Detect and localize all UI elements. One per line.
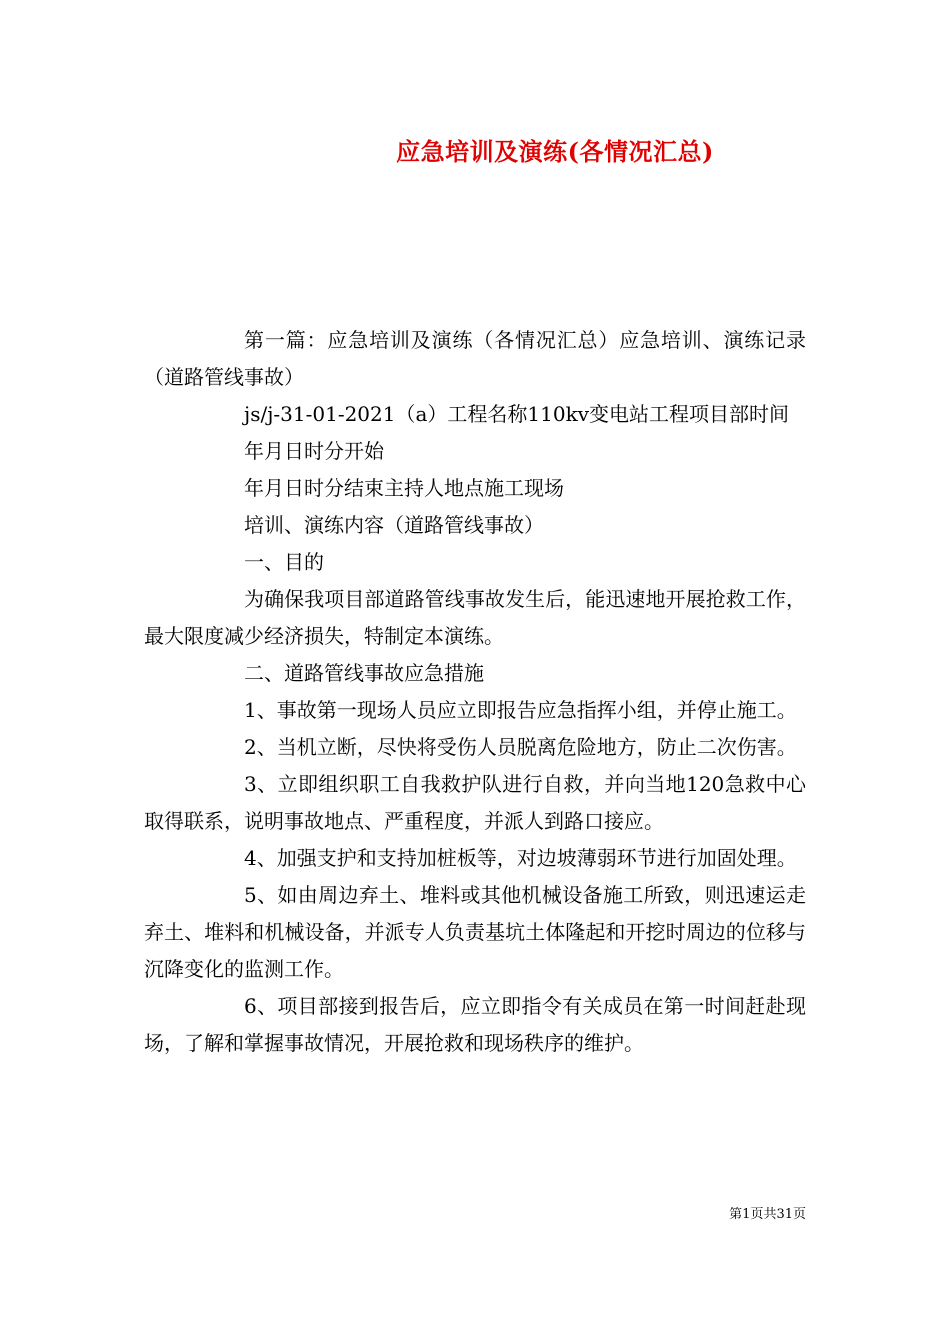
list-item: 4、加强支护和支持加桩板等，对边坡薄弱环节进行加固处理。 xyxy=(244,846,797,870)
page-number: 第1页共31页 xyxy=(729,1207,806,1222)
paragraph: 为确保我项目部道路管线事故发生后，能迅速地开展抢救工作，最大限度减少经济损失，特制定本演练。 xyxy=(144,587,806,648)
list-item: 3、立即组织职工自我救护队进行自救，并向当地120急救中心取得联系，说明事故地点、严重程度，并派人到路口接应。 xyxy=(144,772,806,833)
paragraph: 年月日时分结束主持人地点施工现场 xyxy=(244,476,564,500)
paragraph: 第一篇：应急培训及演练（各情况汇总）应急培训、演练记录（道路管线事故） xyxy=(144,328,806,389)
section-heading: 一、目的 xyxy=(244,550,324,574)
paragraph: js/j-31-01-2021（a）工程名称110kv变电站工程项目部时间 xyxy=(244,402,789,426)
list-item: 5、如由周边弃土、堆料或其他机械设备施工所致，则迅速运走弃土、堆料和机械设备，并派专人负责基坑土体隆起和开挖时周边的位移与沉降变化的监测工作。 xyxy=(144,883,806,981)
document-title: 应急培训及演练(各情况汇总) xyxy=(396,137,714,166)
list-item: 2、当机立断，尽快将受伤人员脱离危险地方，防止二次伤害。 xyxy=(244,735,797,759)
document-body xyxy=(144,322,806,1062)
section-heading: 二、道路管线事故应急措施 xyxy=(244,661,484,685)
list-item: 6、项目部接到报告后，应立即指令有关成员在第一时间赶赴现场，了解和掌握事故情况，开展抢救和现场秩序的维护。 xyxy=(144,994,806,1055)
paragraph: 培训、演练内容（道路管线事故） xyxy=(244,513,544,537)
paragraph: 年月日时分开始 xyxy=(244,439,384,463)
list-item: 1、事故第一现场人员应立即报告应急指挥小组，并停止施工。 xyxy=(244,698,797,722)
